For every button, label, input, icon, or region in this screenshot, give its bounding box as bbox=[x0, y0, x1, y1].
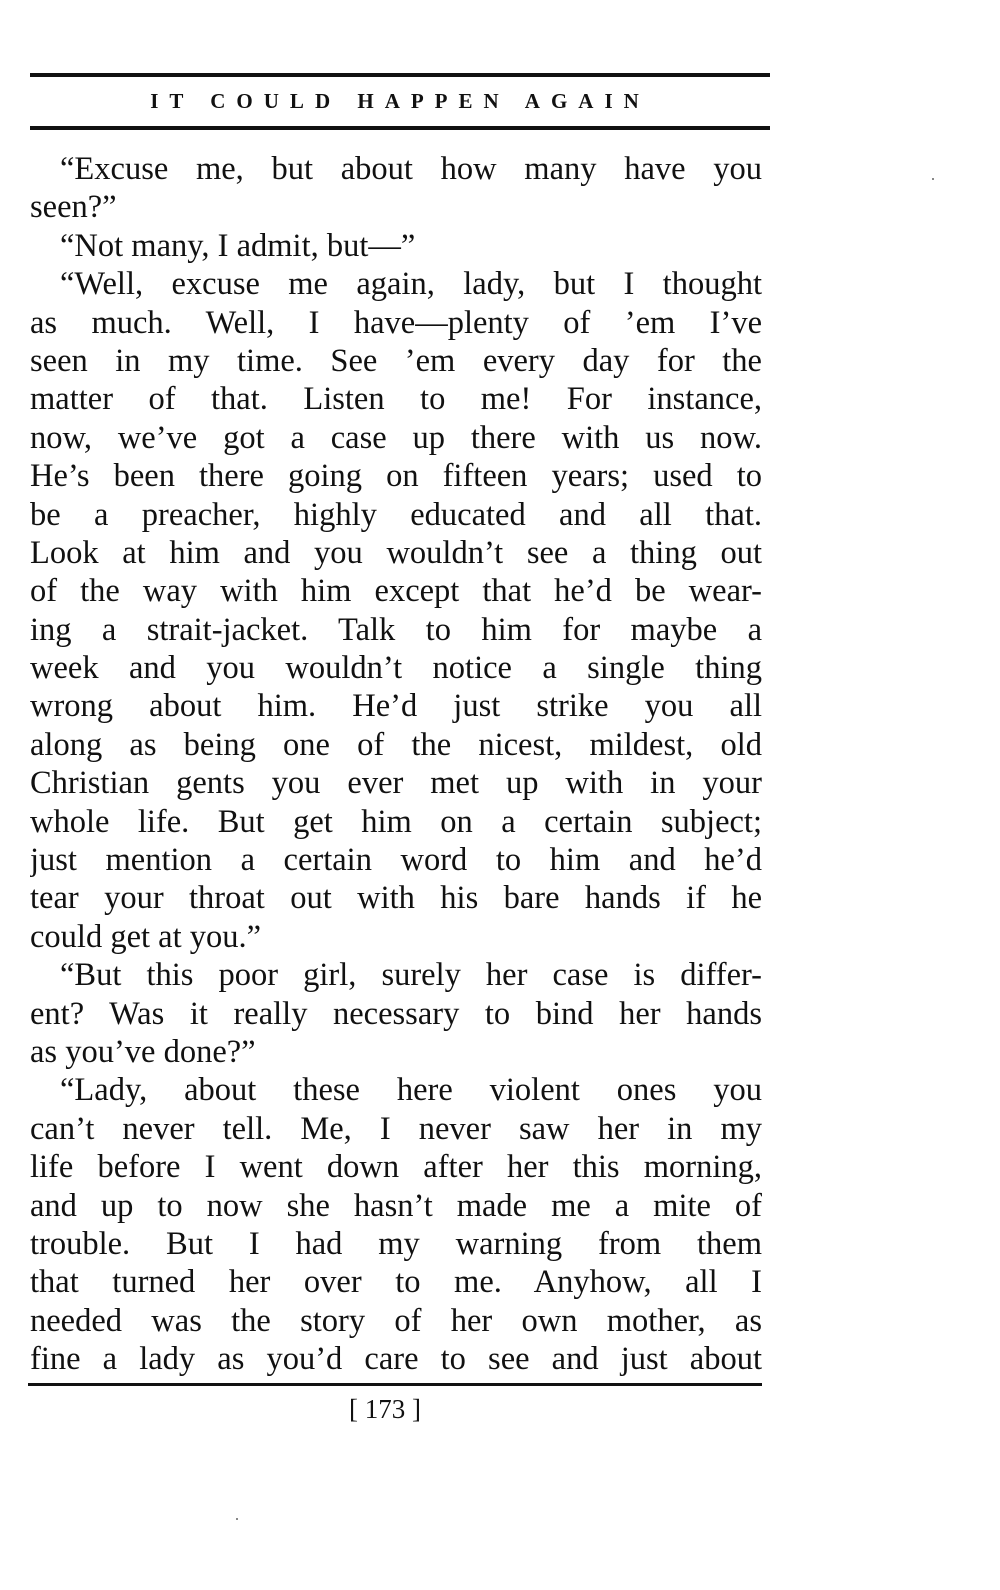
text-line-content: along as being one of the nicest, mildest, old bbox=[30, 726, 762, 763]
text-line-content: Look at him and you wouldn’t see a thing out bbox=[30, 534, 762, 571]
text-line-content: “But this poor girl, surely her case is differ- bbox=[60, 957, 762, 994]
text-line-content: be a preacher, highly educated and all that. bbox=[30, 496, 762, 533]
text-line-content: Christian gents you ever met up with in your bbox=[30, 765, 762, 802]
text-line-content: “Well, excuse me again, lady, but I thought bbox=[60, 266, 762, 303]
text-line-content: He’s been there going on fifteen years; used to bbox=[30, 458, 762, 495]
text-line-content: needed was the story of her own mother, as bbox=[30, 1302, 762, 1339]
text-line-content: tear your throat out with his bare hands if he bbox=[30, 880, 762, 917]
text-line bbox=[30, 803, 762, 841]
text-line-content: can’t never tell. Me, I never saw her in my bbox=[30, 1110, 762, 1147]
text-line-content: “Lady, about these here violent ones you bbox=[60, 1072, 762, 1109]
text-line-content: “Excuse me, but about how many have you bbox=[60, 151, 762, 187]
text-line bbox=[30, 1148, 762, 1186]
text-line-content: ing a strait-jacket. Talk to him for maybe a bbox=[30, 611, 762, 648]
body-text bbox=[30, 150, 762, 1379]
scan-speck bbox=[932, 178, 934, 180]
text-line-content: wrong about him. He’d just strike you all bbox=[30, 688, 762, 725]
text-line-content: whole life. But get him on a certain subject; bbox=[30, 803, 762, 840]
text-line bbox=[30, 879, 762, 917]
footer-rule bbox=[28, 1383, 762, 1386]
text-line-content: matter of that. Listen to me! For instance, bbox=[30, 381, 762, 418]
text-line bbox=[30, 1340, 762, 1378]
text-line-content: could get at you.” bbox=[30, 918, 262, 955]
text-line bbox=[30, 304, 762, 342]
text-line bbox=[30, 572, 762, 610]
text-line bbox=[30, 265, 762, 303]
text-line bbox=[30, 457, 762, 495]
text-line bbox=[30, 188, 762, 226]
text-line bbox=[30, 649, 762, 687]
text-line-content: ent? Was it really necessary to bind her hands bbox=[30, 995, 762, 1032]
text-line-content: seen in my time. See ’em every day for the bbox=[30, 342, 762, 379]
text-line-content: fine a lady as you’d care to see and just about bbox=[30, 1341, 762, 1378]
text-line-content: trouble. But I had my warning from them bbox=[30, 1225, 762, 1262]
text-line-content: and up to now she hasn’t made me a mite of bbox=[30, 1187, 762, 1224]
text-line bbox=[30, 1033, 762, 1071]
text-line bbox=[30, 764, 762, 802]
text-line bbox=[30, 496, 762, 534]
text-line bbox=[30, 419, 762, 457]
text-line bbox=[30, 995, 762, 1033]
text-line-content: as you’ve done?” bbox=[30, 1033, 256, 1070]
text-line bbox=[30, 534, 762, 572]
running-head: IT COULD HAPPEN AGAIN bbox=[150, 89, 650, 113]
text-line-content: now, we’ve got a case up there with us now. bbox=[30, 419, 762, 456]
text-line bbox=[30, 1263, 762, 1301]
text-line bbox=[30, 1071, 762, 1109]
text-line bbox=[30, 841, 762, 879]
text-line bbox=[30, 1225, 762, 1263]
page-number: [ 173 ] bbox=[349, 1394, 421, 1424]
text-line-content: that turned her over to me. Anyhow, all I bbox=[30, 1264, 762, 1301]
text-line bbox=[30, 956, 762, 994]
header-rule-top bbox=[30, 73, 770, 77]
text-line bbox=[30, 611, 762, 649]
text-line bbox=[30, 227, 762, 265]
scan-speck bbox=[236, 1518, 238, 1520]
text-line bbox=[30, 918, 762, 956]
text-line bbox=[30, 1187, 762, 1225]
text-line-content: seen?” bbox=[30, 189, 117, 226]
text-line bbox=[30, 1110, 762, 1148]
text-line-content: just mention a certain word to him and he’d bbox=[30, 842, 762, 879]
text-line-content: week and you wouldn’t notice a single thing bbox=[30, 650, 762, 687]
text-line bbox=[30, 380, 762, 418]
text-line-content: life before I went down after her this morning, bbox=[30, 1149, 762, 1186]
text-line bbox=[30, 726, 762, 764]
text-line bbox=[30, 342, 762, 380]
header-rule-bottom bbox=[30, 126, 770, 130]
text-line bbox=[30, 687, 762, 725]
text-line-content: of the way with him except that he’d be wear- bbox=[30, 573, 762, 610]
text-line bbox=[30, 150, 762, 188]
text-line bbox=[30, 1302, 762, 1340]
text-line-content: as much. Well, I have—plenty of ’em I’ve bbox=[30, 304, 762, 341]
text-line-content: “Not many, I admit, but—” bbox=[60, 227, 416, 264]
